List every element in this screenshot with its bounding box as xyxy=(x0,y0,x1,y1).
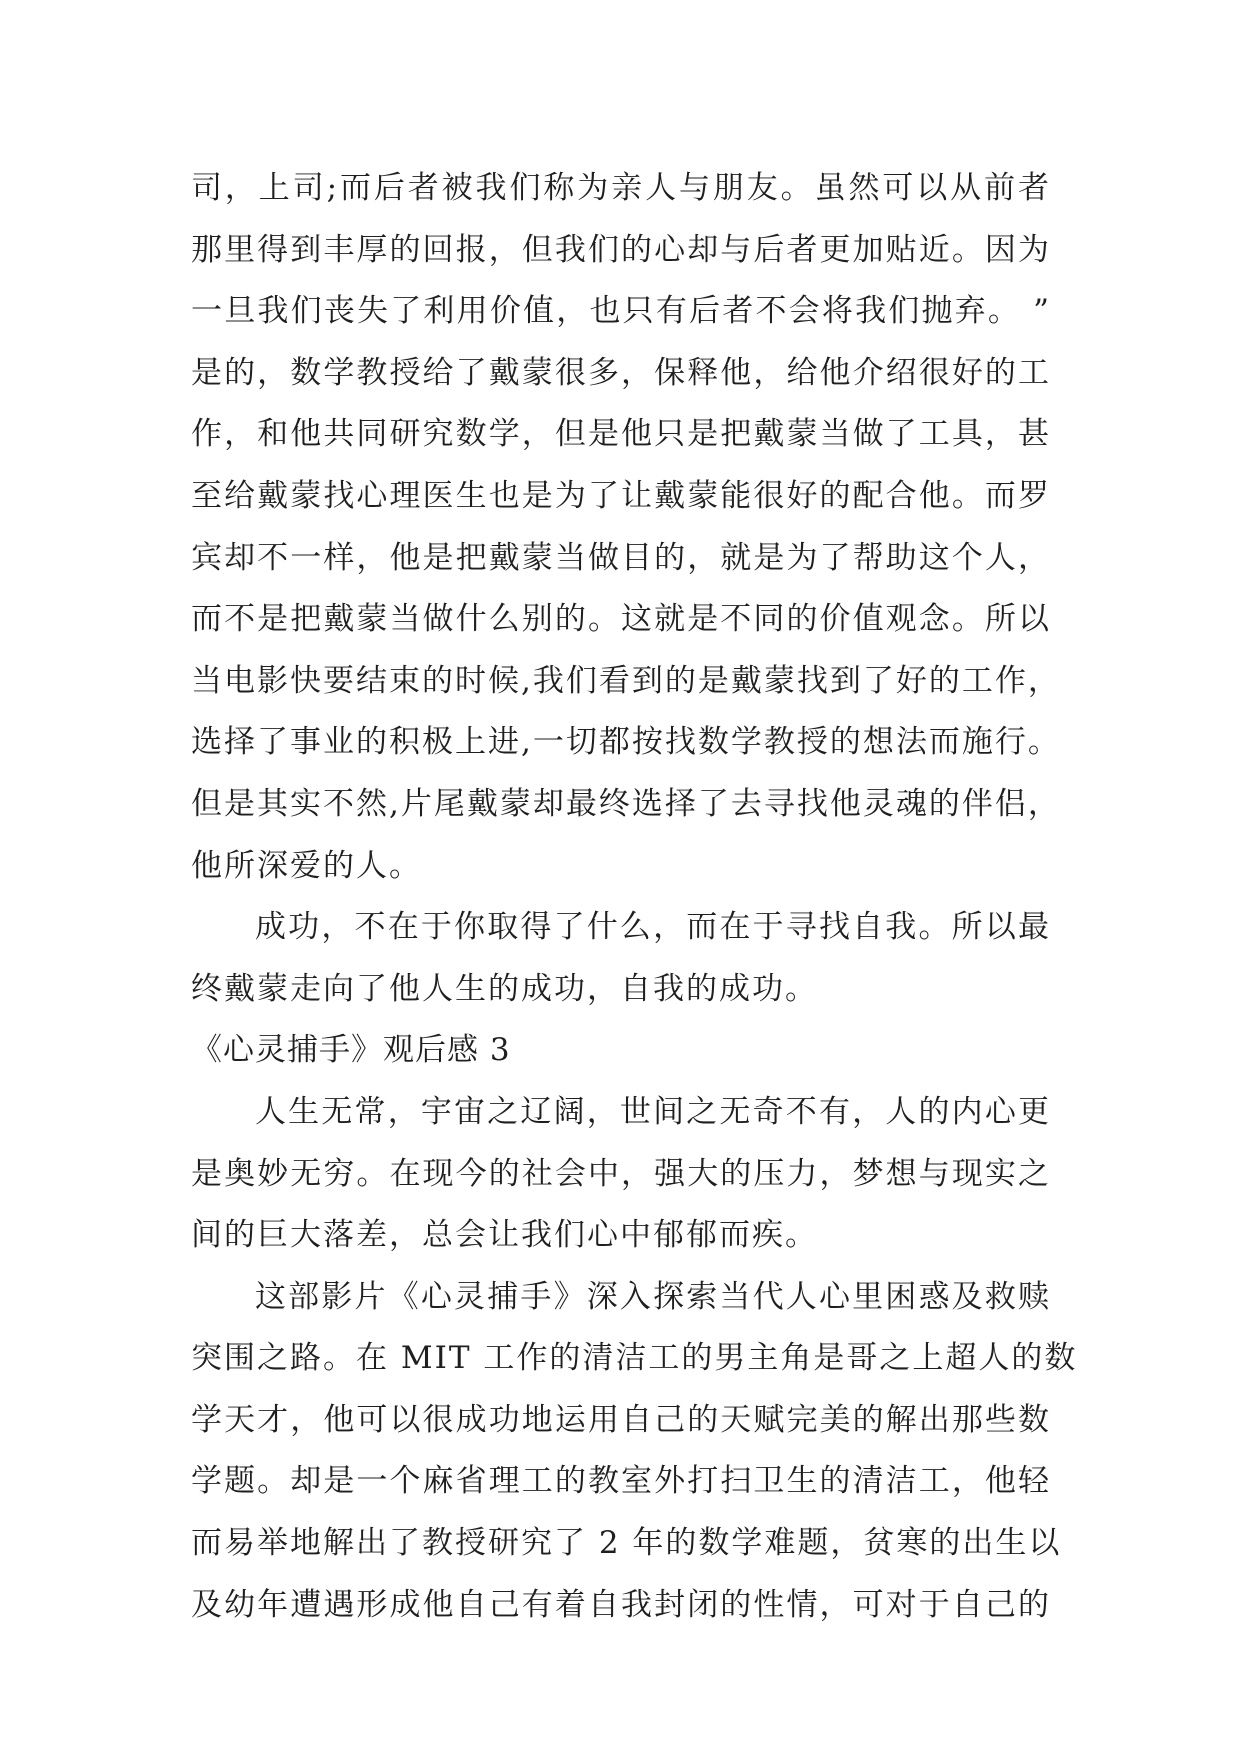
text-line: 他所深爱的人。 xyxy=(191,847,422,884)
text-line: 及幼年遭遇形成他自己有着自我封闭的性情，可对于自己的 xyxy=(191,1586,1051,1623)
paragraph-first-line: 成功，不在于你取得了什么，而在于寻找自我。所以最 xyxy=(255,909,1051,946)
text-line: 作，和他共同研究数学，但是他只是把戴蒙当做了工具，甚 xyxy=(191,416,1051,453)
text-line: 司，上司;而后者被我们称为亲人与朋友。虽然可以从前者 xyxy=(191,170,1051,206)
section-heading: 《心灵捕手》观后感 3 xyxy=(191,1032,511,1069)
text-line: 是的，数学教授给了戴蒙很多，保释他，给他介绍很好的工 xyxy=(191,354,1051,391)
text-line: 是奥妙无穷。在现今的社会中，强大的压力，梦想与现实之 xyxy=(191,1155,1051,1192)
text-line: 而易举地解出了教授研究了 2 年的数学难题，贫寒的出生以 xyxy=(191,1525,1062,1562)
text-line: 突围之路。在 MIT 工作的清洁工的男主角是哥之上超人的数 xyxy=(191,1340,1078,1377)
text-line: 宾却不一样，他是把戴蒙当做目的，就是为了帮助这个人， xyxy=(191,539,1051,576)
paragraph-first-line: 人生无常，宇宙之辽阔，世间之无奇不有，人的内心更 xyxy=(255,1093,1051,1130)
text-line: 至给戴蒙找心理医生也是为了让戴蒙能很好的配合他。而罗 xyxy=(191,477,1051,514)
paragraph-first-line: 这部影片《心灵捕手》深入探索当代人心里困惑及救赎 xyxy=(255,1278,1051,1315)
document-body xyxy=(191,158,1078,1636)
text-line: 而不是把戴蒙当做什么别的。这就是不同的价值观念。所以 xyxy=(191,601,1051,638)
text-line: 但是其实不然,片尾戴蒙却最终选择了去寻找他灵魂的伴侣， xyxy=(191,785,1061,822)
text-line: 一旦我们丧失了利用价值，也只有后者不会将我们抛弃。 ” xyxy=(191,293,1051,330)
text-line: 学天才，他可以很成功地运用自己的天赋完美的解出那些数 xyxy=(191,1401,1051,1438)
text-line: 学题。却是一个麻省理工的教室外打扫卫生的清洁工，他轻 xyxy=(191,1463,1051,1500)
text-line: 终戴蒙走向了他人生的成功，自我的成功。 xyxy=(191,970,818,1007)
text-line: 选择了事业的积极上进,一切都按找数学教授的想法而施行。 xyxy=(191,724,1061,761)
text-line: 间的巨大落差，总会让我们心中郁郁而疾。 xyxy=(191,1217,818,1254)
text-line: 那里得到丰厚的回报，但我们的心却与后者更加贴近。因为 xyxy=(191,231,1051,268)
text-line: 当电影快要结束的时候,我们看到的是戴蒙找到了好的工作， xyxy=(191,662,1061,699)
